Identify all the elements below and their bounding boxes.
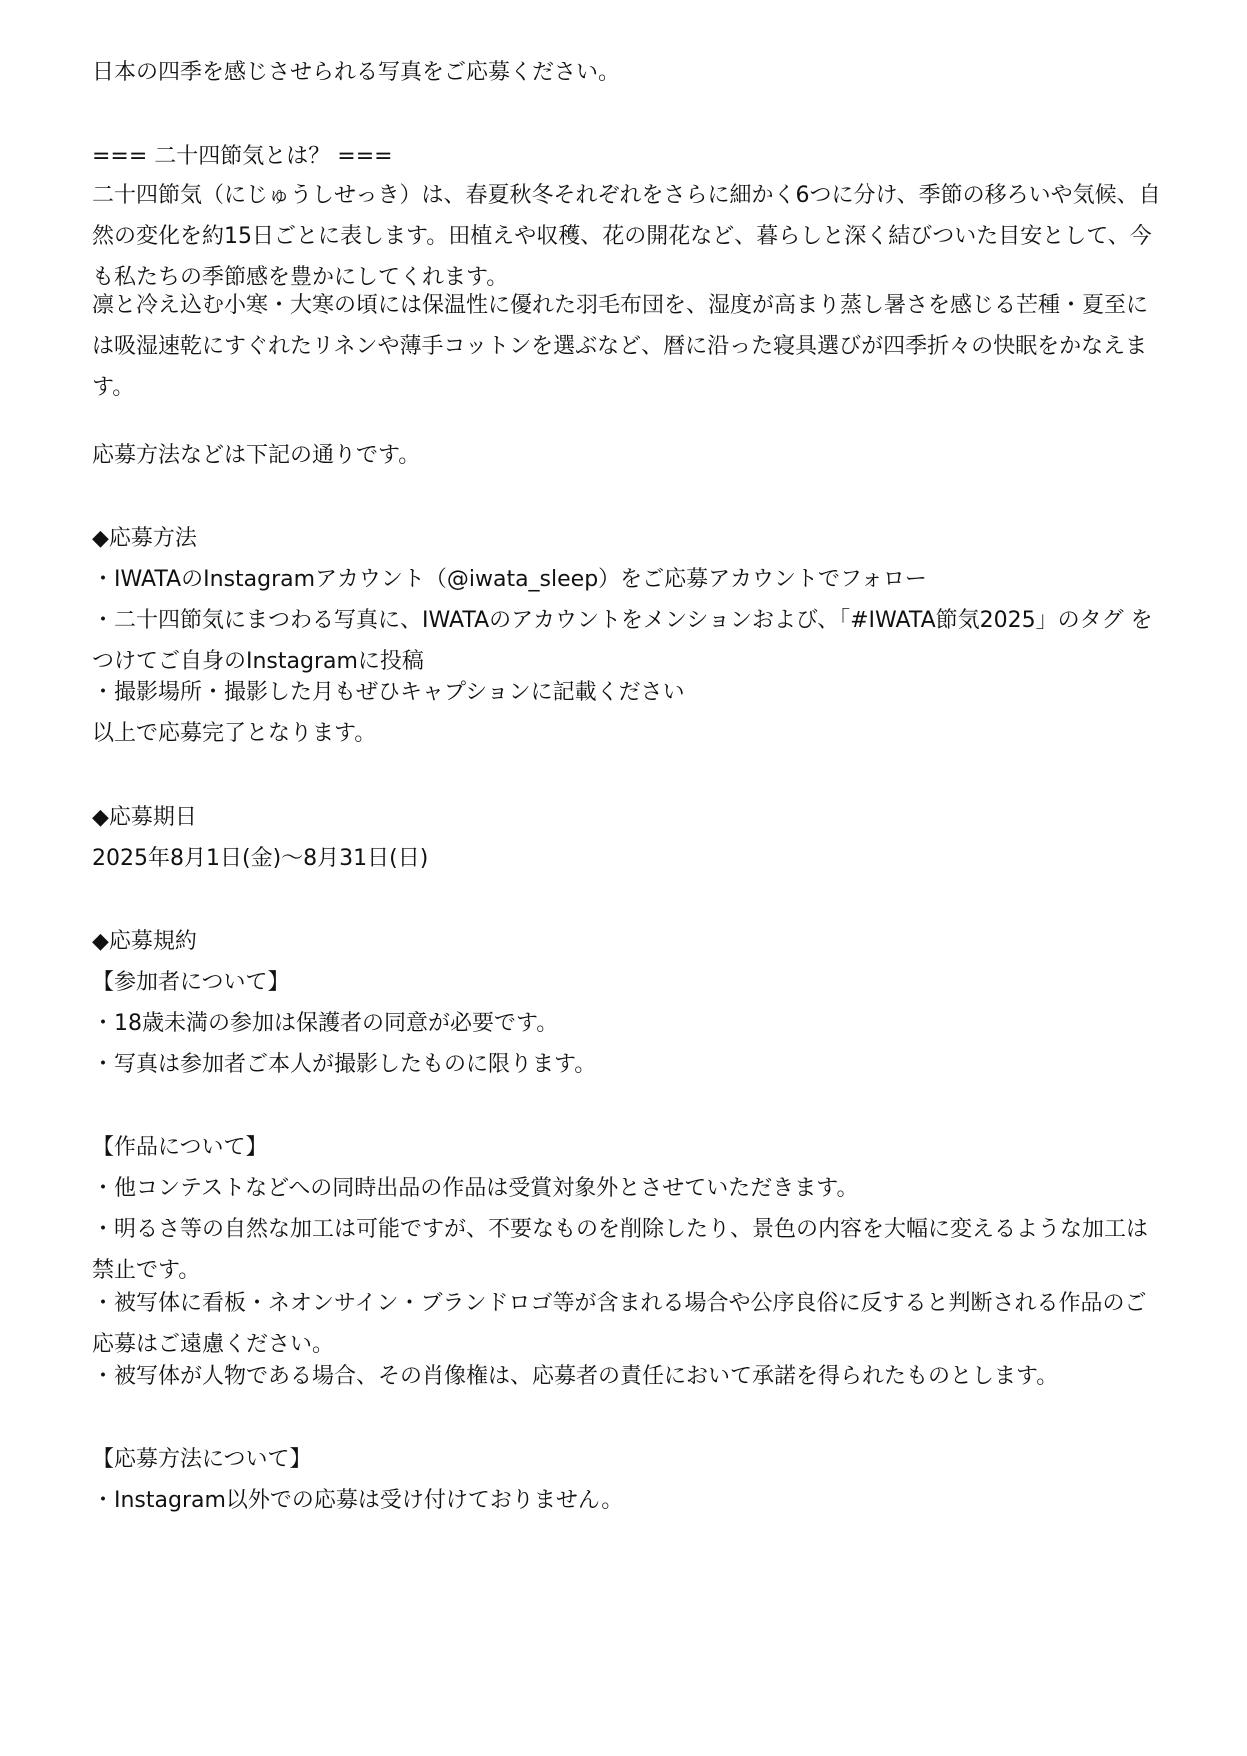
- works-item-duplicate: ・他コンテストなどへの同時出品の作品は受賞対象外とさせていただきます。: [92, 1176, 859, 1201]
- method-heading: ◆応募方法: [92, 526, 197, 551]
- application-item-instagram-only: ・Instagram以外での応募は受け付けておりません。: [92, 1488, 624, 1513]
- application-heading: 【応募方法について】: [92, 1447, 312, 1472]
- sekki-heading: === 二十四節気とは？ ===: [92, 144, 393, 169]
- period-value: 2025年8月1日(金)〜8月31日(日): [92, 846, 429, 871]
- method-item-follow: ・IWATAのInstagramアカウント（@iwata_sleep）をご応募アカウントでフォロー: [92, 567, 927, 592]
- sekki-paragraph-1: 二十四節気（にじゅうしせっき）は、春夏秋冬それぞれをさらに細かく6つに分け、季節の移ろいや気候、自然の変化を約15日ごとに表します。田植えや収穫、花の開花など、暮らしと深く結びついた目安として、今も私たちの季節感を豊かにしてくれます。: [92, 183, 1161, 290]
- participants-item-own-photo: ・写真は参加者ご本人が撮影したものに限ります。: [92, 1052, 597, 1077]
- method-item-post: ・二十四節気にまつわる写真に、IWATAのアカウントをメンションおよび、「#IWATA節気2025」のタグ をつけてご自身のInstagramに投稿: [92, 608, 1153, 674]
- sekki-paragraph-2: 凛と冷え込む小寒・大寒の頃には保温性に優れた羽毛布団を、湿度が高まり蒸し暑さを感じる芒種・夏至には吸湿速乾にすぐれたリネンや薄手コットンを選ぶなど、暦に沿った寝具選びが四季折々の快眠をかなえます。: [92, 293, 1149, 400]
- participants-item-age: ・18歳未満の参加は保護者の同意が必要です。: [92, 1011, 559, 1036]
- works-heading: 【作品について】: [92, 1135, 268, 1160]
- method-done-text: 以上で応募完了となります。: [92, 721, 377, 746]
- intro-text: 日本の四季を感じさせられる写真をご応募ください。: [92, 60, 621, 85]
- works-item-portrait: ・被写体が人物である場合、その肖像権は、応募者の責任において承諾を得られたものとします。: [92, 1364, 1059, 1389]
- works-item-signage: ・被写体に看板・ネオンサイン・ブランドロゴ等が含まれる場合や公序良俗に反すると判断される作品のご応募はご遠慮ください。: [92, 1291, 1147, 1357]
- works-item-editing: ・明るさ等の自然な加工は可能ですが、不要なものを削除したり、景色の内容を大幅に変えるような加工は禁止です。: [92, 1217, 1149, 1283]
- participants-heading: 【参加者について】: [92, 970, 290, 995]
- method-item-caption: ・撮影場所・撮影した月もぜひキャプションに記載ください: [92, 680, 685, 705]
- period-heading: ◆応募期日: [92, 805, 197, 830]
- method-intro-text: 応募方法などは下記の通りです。: [92, 443, 421, 468]
- rules-heading: ◆応募規約: [92, 929, 197, 954]
